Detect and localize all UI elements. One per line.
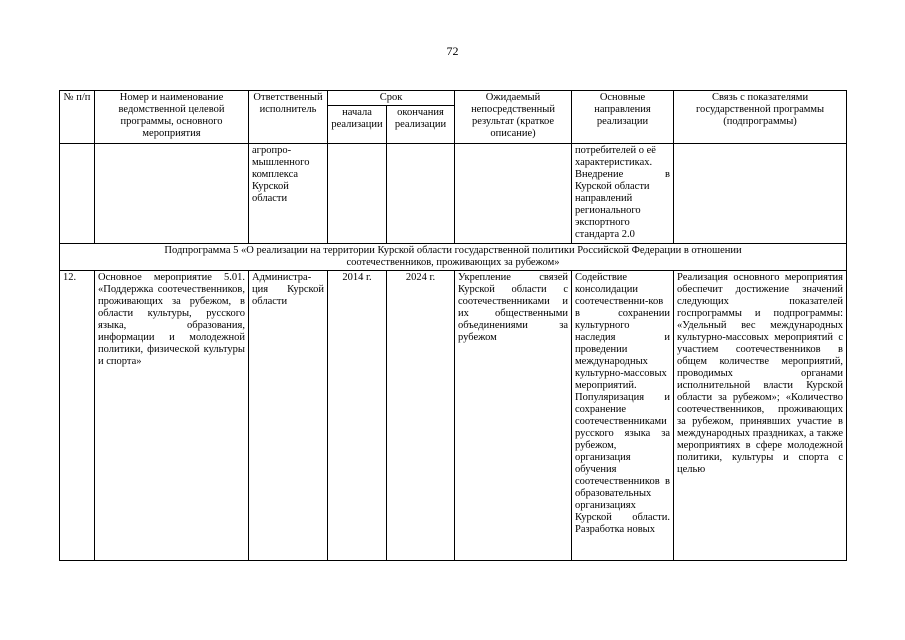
header-row: [60, 91, 847, 106]
cont-directions: [572, 144, 674, 244]
row-num: 12.: [60, 271, 95, 561]
cont-executor-line: области: [252, 193, 288, 204]
header-term: Срок: [328, 91, 455, 106]
cont-directions-line: стандарта 2.0: [575, 229, 635, 240]
table-row: [60, 271, 847, 561]
cont-num: [60, 144, 95, 244]
cont-result: [455, 144, 572, 244]
cont-directions-line: потребителей о её: [575, 145, 656, 156]
cont-link: [674, 144, 847, 244]
row-result: Укрепление связей Курской области с соотечественниками и их общественными объединениями за рубежом: [455, 271, 572, 561]
cont-executor-line: агропро-: [252, 145, 292, 156]
cont-directions-line: характеристиках.: [575, 157, 653, 168]
cont-executor-line: мышленного: [252, 157, 310, 168]
subprogram-title-line: Подпрограмма 5 «О реализации на территории Курской области государственной политики Российской Федерации в отношении: [164, 245, 742, 256]
row-end: 2024 г.: [387, 271, 455, 561]
row-directions: Содействие консолидации соотечественни-ков в сохранении культурного наследия и проведении международных культурно-массовых мероприятий. Популяризация и сохранение соотечественниками русского языка за рубежом, организация обучения соотечественников в образовательных организациях Курской области. Разработка новых: [572, 271, 674, 561]
cont-start: [328, 144, 387, 244]
cont-executor-line: комплекса: [252, 169, 299, 180]
cont-directions-line: Курской области: [575, 181, 650, 192]
row-link: Реализация основного мероприятия обеспечит достижение значений следующих показателей госпрограммы и подпрограммы: «Удельный вес международных культурно-массовых мероприятий с участием соотечественников в общем количестве мероприятий, проводимых органами исполнительной власти Курской области за рубежом»; «Количество соотечественников, проживающих за рубежом, принявших участие в международных праздниках, а также мероприятиях в сфере молодежной политики, культуры и спорта с целью: [674, 271, 847, 561]
subprogram-title-line: соотечественников, проживающих за рубежом»: [346, 257, 560, 268]
continuation-row: [60, 144, 847, 244]
cont-directions-line: Внедрение в: [575, 169, 671, 180]
program-table: [59, 90, 847, 561]
cont-end: [387, 144, 455, 244]
row-executor: Администра-ция Курской области: [249, 271, 328, 561]
header-term-start: начала реализации: [328, 106, 387, 144]
header-term-end: окончания реализации: [387, 106, 455, 144]
header-num: № п/п: [60, 91, 95, 144]
cont-directions-line: экспортного: [575, 217, 630, 228]
cont-directions-line: направлений: [575, 193, 633, 204]
cont-executor-line: Курской: [252, 181, 289, 192]
row-start: 2014 г.: [328, 271, 387, 561]
cont-name: [95, 144, 249, 244]
header-result: Ожидаемый непосредственный результат (краткое описание): [455, 91, 572, 144]
header-name: Номер и наименование ведомственной целевой программы, основного мероприятия: [95, 91, 249, 144]
row-name: Основное мероприятие 5.01. «Поддержка соотечественников, проживающих за рубежом, в области культуры, русского языка, образования, информации и молодежной политики, физической культуры и спорта»: [95, 271, 249, 561]
page-number: 72: [446, 44, 459, 58]
subprogram-row: [60, 244, 847, 271]
cont-directions-line: регионального: [575, 205, 641, 216]
header-executor: Ответственный исполнитель: [249, 91, 328, 144]
header-link: Связь с показателями государственной программы (подпрограммы): [674, 91, 847, 144]
subprogram-title: [60, 244, 847, 271]
cont-executor: [249, 144, 328, 244]
header-directions: Основные направления реализации: [572, 91, 674, 144]
